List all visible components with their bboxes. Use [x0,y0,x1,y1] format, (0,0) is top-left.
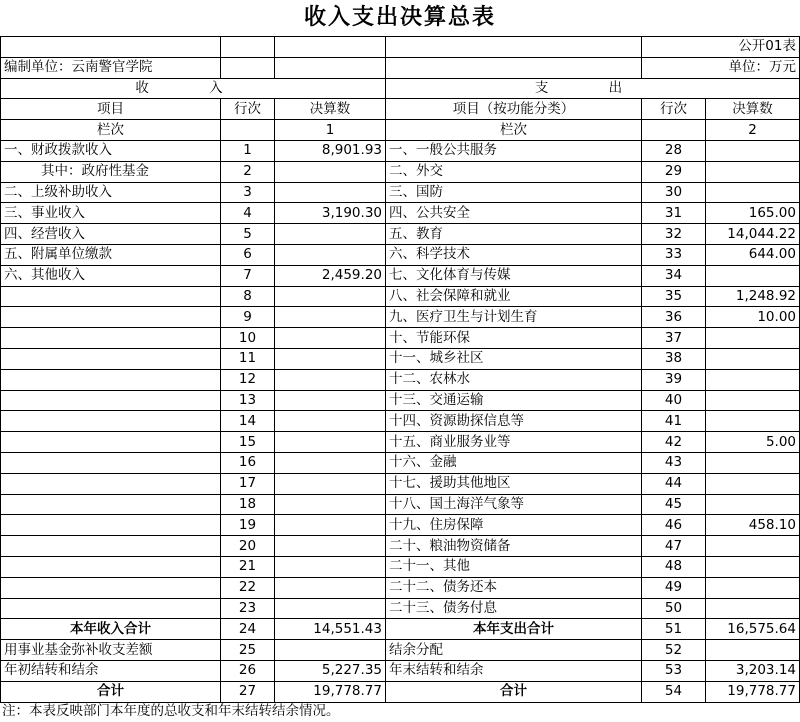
income-item [1,390,221,411]
summary-income-row-number: 26 [221,660,275,681]
expense-row-number: 46 [642,515,706,536]
blank-cell [221,37,275,58]
expense-item: 十一、城乡社区 [386,348,642,369]
table-row [1,556,800,577]
income-item [1,411,221,432]
expense-item: 四、公共安全 [386,203,642,224]
summary-expense-row-number: 53 [642,660,706,681]
income-col-number: 1 [275,120,386,141]
income-amount: 8,901.93 [275,140,386,161]
expense-row-number: 35 [642,286,706,307]
table-row [1,348,800,369]
expense-amount: 165.00 [706,203,800,224]
summary-expense-row-number: 54 [642,681,706,702]
income-header-text: 收 入 [135,79,251,96]
income-amount [275,556,386,577]
income-amount [275,473,386,494]
table-code-row [1,37,800,58]
expense-row-number: 47 [642,536,706,557]
col-header-expense-row: 行次 [642,99,706,120]
income-amount [275,494,386,515]
table-row [1,307,800,328]
expense-item: 十三、交通运输 [386,390,642,411]
table-row [1,494,800,515]
summary-expense-item: 年末结转和结余 [386,660,642,681]
summary-row [1,640,800,661]
column-header-row [1,99,800,120]
income-row-number: 10 [221,328,275,349]
expense-row-number: 32 [642,224,706,245]
expense-item: 十六、金融 [386,452,642,473]
income-item: 二、上级补助收入 [1,182,221,203]
expense-amount [706,536,800,557]
expense-row-number: 50 [642,598,706,619]
expense-row-number: 37 [642,328,706,349]
table-code: 公开01表 [642,37,800,58]
table-row [1,328,800,349]
income-row-number: 16 [221,452,275,473]
table-row [1,598,800,619]
table-row [1,182,800,203]
income-item [1,473,221,494]
table-row [1,140,800,161]
expense-row-number: 43 [642,452,706,473]
expense-amount: 644.00 [706,244,800,265]
expense-amount [706,577,800,598]
expense-amount [706,348,800,369]
expense-col-number: 2 [706,120,800,141]
income-amount [275,328,386,349]
income-amount [275,411,386,432]
income-item [1,536,221,557]
row-label-expense: 栏次 [386,120,642,141]
table-row [1,515,800,536]
expense-item: 二、外交 [386,161,642,182]
col-header-income-row: 行次 [221,99,275,120]
income-item [1,452,221,473]
expense-item: 二十三、债务付息 [386,598,642,619]
table-row [1,452,800,473]
summary-row [1,619,800,640]
expense-item: 八、社会保障和就业 [386,286,642,307]
blank-cell [642,120,706,141]
summary-income-item: 年初结转和结余 [1,660,221,681]
expense-amount [706,161,800,182]
blank-cell [386,57,642,78]
expense-row-number: 44 [642,473,706,494]
amount-unit: 单位：万元 [642,57,800,78]
expense-row-number: 42 [642,432,706,453]
income-row-number: 19 [221,515,275,536]
income-item: 其中：政府性基金 [1,161,221,182]
income-row-number: 18 [221,494,275,515]
expense-item: 十四、资源勘探信息等 [386,411,642,432]
expense-row-number: 33 [642,244,706,265]
expense-item: 十七、援助其他地区 [386,473,642,494]
blank-cell [275,37,386,58]
expense-amount [706,473,800,494]
expense-amount: 14,044.22 [706,224,800,245]
income-row-number: 22 [221,577,275,598]
income-row-number: 7 [221,265,275,286]
income-item [1,328,221,349]
blank-cell [221,57,275,78]
income-amount: 2,459.20 [275,265,386,286]
summary-income-item: 合计 [1,681,221,702]
income-amount [275,452,386,473]
expense-row-number: 31 [642,203,706,224]
income-expense-table [0,36,800,703]
expense-amount [706,390,800,411]
income-item [1,348,221,369]
blank-cell [386,37,642,58]
summary-income-row-number: 25 [221,640,275,661]
table-row [1,203,800,224]
income-item [1,307,221,328]
income-item: 四、经营收入 [1,224,221,245]
expense-amount [706,411,800,432]
income-amount [275,515,386,536]
table-row [1,244,800,265]
expense-item: 五、教育 [386,224,642,245]
income-row-number: 8 [221,286,275,307]
table-row [1,224,800,245]
table-row [1,536,800,557]
expense-row-number: 49 [642,577,706,598]
expense-item: 十二、农林水 [386,369,642,390]
expense-item: 二十、粮油物资储备 [386,536,642,557]
expense-item: 十九、住房保障 [386,515,642,536]
income-amount [275,598,386,619]
table-row [1,473,800,494]
summary-expense-amount: 16,575.64 [706,619,800,640]
income-row-number: 1 [221,140,275,161]
income-amount [275,577,386,598]
col-header-expense-amount: 决算数 [706,99,800,120]
row-label-income: 栏次 [1,120,221,141]
income-row-number: 2 [221,161,275,182]
summary-income-row-number: 24 [221,619,275,640]
expense-item: 十八、国土海洋气象等 [386,494,642,515]
income-item [1,515,221,536]
income-amount [275,432,386,453]
table-row [1,265,800,286]
income-amount [275,244,386,265]
expense-row-number: 29 [642,161,706,182]
expense-amount [706,265,800,286]
table-row [1,390,800,411]
income-amount [275,369,386,390]
income-amount [275,390,386,411]
income-item [1,432,221,453]
income-row-number: 9 [221,307,275,328]
summary-expense-amount [706,640,800,661]
expense-header-text: 支 出 [534,79,651,96]
expense-row-number: 41 [642,411,706,432]
summary-expense-item: 结余分配 [386,640,642,661]
expense-amount [706,452,800,473]
col-header-income-amount: 决算数 [275,99,386,120]
income-row-number: 17 [221,473,275,494]
income-amount [275,286,386,307]
blank-cell [221,120,275,141]
income-amount [275,161,386,182]
expense-row-number: 28 [642,140,706,161]
expense-amount: 458.10 [706,515,800,536]
income-row-number: 3 [221,182,275,203]
income-item: 一、财政拨款收入 [1,140,221,161]
summary-expense-item: 本年支出合计 [386,619,642,640]
expense-row-number: 39 [642,369,706,390]
table-row [1,286,800,307]
compiling-unit: 编制单位：云南警官学院 [1,57,221,78]
expense-amount [706,494,800,515]
summary-expense-amount: 3,203.14 [706,660,800,681]
income-row-number: 20 [221,536,275,557]
section-header-row [1,78,800,99]
expense-amount: 1,248.92 [706,286,800,307]
income-item: 三、事业收入 [1,203,221,224]
income-row-number: 13 [221,390,275,411]
income-row-number: 4 [221,203,275,224]
income-row-number: 11 [221,348,275,369]
expense-row-number: 48 [642,556,706,577]
summary-row [1,681,800,702]
summary-income-item: 用事业基金弥补收支差额 [1,640,221,661]
expense-row-number: 34 [642,265,706,286]
income-item [1,369,221,390]
income-item: 五、附属单位缴款 [1,244,221,265]
income-amount: 3,190.30 [275,203,386,224]
expense-amount: 10.00 [706,307,800,328]
summary-income-amount: 5,227.35 [275,660,386,681]
expense-item: 九、医疗卫生与计划生育 [386,307,642,328]
expense-amount: 5.00 [706,432,800,453]
income-item [1,556,221,577]
expense-item: 六、科学技术 [386,244,642,265]
report-title: 收入支出决算总表 [303,5,496,30]
summary-row [1,660,800,681]
income-item: 六、其他收入 [1,265,221,286]
blank-cell [1,37,221,58]
table-row [1,161,800,182]
summary-income-item: 本年收入合计 [1,619,221,640]
income-row-number: 14 [221,411,275,432]
table-body [1,37,800,703]
summary-expense-item: 合计 [386,681,642,702]
summary-income-amount: 14,551.43 [275,619,386,640]
expense-item: 二十一、其他 [386,556,642,577]
summary-expense-row-number: 51 [642,619,706,640]
income-row-number: 6 [221,244,275,265]
summary-income-row-number: 27 [221,681,275,702]
income-row-number: 15 [221,432,275,453]
expense-item: 十、节能环保 [386,328,642,349]
income-item [1,598,221,619]
expense-row-number: 38 [642,348,706,369]
income-row-number: 21 [221,556,275,577]
expense-item: 一、一般公共服务 [386,140,642,161]
expense-amount [706,556,800,577]
col-header-income-item: 项目 [1,99,221,120]
expense-header [386,78,800,99]
expense-row-number: 45 [642,494,706,515]
income-item [1,494,221,515]
income-amount [275,536,386,557]
expense-amount [706,328,800,349]
expense-row-number: 36 [642,307,706,328]
blank-cell [275,57,386,78]
unit-row [1,57,800,78]
income-header [1,78,386,99]
expense-item: 十五、商业服务业等 [386,432,642,453]
income-row-number: 23 [221,598,275,619]
summary-income-amount [275,640,386,661]
income-item [1,286,221,307]
column-number-row [1,120,800,141]
summary-expense-row-number: 52 [642,640,706,661]
table-row [1,369,800,390]
expense-row-number: 40 [642,390,706,411]
table-row [1,577,800,598]
income-row-number: 12 [221,369,275,390]
income-item [1,577,221,598]
expense-amount [706,182,800,203]
income-amount [275,182,386,203]
income-amount [275,348,386,369]
expense-item: 七、文化体育与传媒 [386,265,642,286]
expense-amount [706,369,800,390]
expense-row-number: 30 [642,182,706,203]
expense-amount [706,140,800,161]
expense-item: 三、国防 [386,182,642,203]
table-row [1,432,800,453]
footnote: 注：本表反映部门本年度的总收支和年末结转结余情况。 [2,703,340,719]
summary-expense-amount: 19,778.77 [706,681,800,702]
expense-amount [706,598,800,619]
expense-item: 二十二、债务还本 [386,577,642,598]
summary-income-amount: 19,778.77 [275,681,386,702]
income-row-number: 5 [221,224,275,245]
income-amount [275,307,386,328]
income-amount [275,224,386,245]
col-header-expense-item: 项目（按功能分类） [386,99,642,120]
table-row [1,411,800,432]
